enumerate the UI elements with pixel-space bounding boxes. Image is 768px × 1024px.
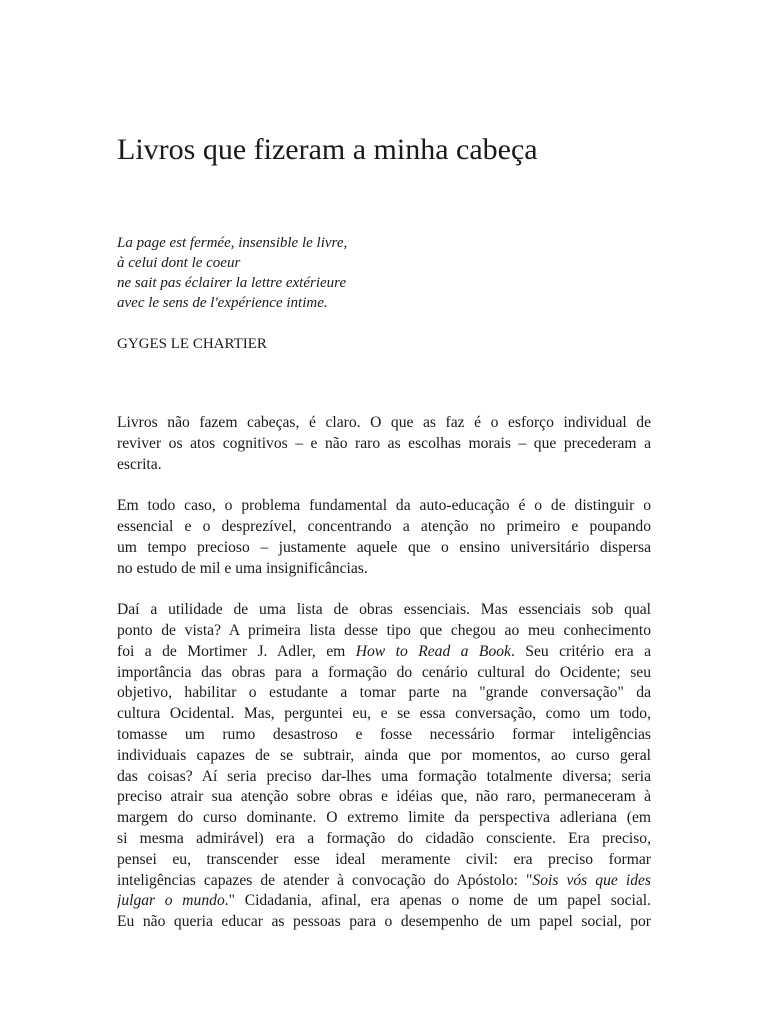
text-line: objetivo, habilitar o estudante a tomar parte na "grande conversação" da	[117, 684, 651, 702]
text-line: pensei eu, transcender esse ideal meramente civil: era preciso formar	[117, 850, 651, 868]
text-line: cultura Ocidental. Mas, perguntei eu, e se essa conversação, como um todo,	[117, 705, 651, 723]
book-title: How to Read a Book	[355, 642, 511, 660]
text-line: si mesma admirável) era a formação do cidadão consciente. Era preciso,	[117, 829, 651, 847]
text-line: importância das obras para a formação do cenário cultural do Ocidente; seu	[117, 663, 651, 681]
quote-italic: julgar o mundo	[117, 892, 225, 910]
text-line: Em todo caso, o problema fundamental da auto-educação é o de distinguir o	[117, 497, 651, 515]
text-segment: foi a de Mortimer J. Adler, em	[117, 642, 356, 660]
text-line: Eu não queria educar as pessoas para o desempenho de um papel social, por	[117, 913, 651, 931]
text-line: das coisas? Aí seria preciso dar-lhes uma formação totalmente diversa; seria	[117, 767, 651, 785]
text-segment: . Seu critério era a	[510, 642, 651, 660]
text-line: Daí a utilidade de uma lista de obras essenciais. Mas essenciais sob qual	[117, 601, 651, 619]
text-line: preciso atrair sua atenção sobre obras e idéias que, não raro, permaneceram à	[117, 788, 651, 806]
text-line: escrita.	[117, 455, 162, 473]
paragraph	[117, 496, 651, 579]
quote-italic: Sois vós que ides	[532, 871, 651, 889]
text-line	[117, 891, 651, 912]
text-line	[117, 871, 651, 892]
text-line: individuais capazes de se subtrair, ainda que por momentos, ao curso geral	[117, 746, 651, 764]
paragraph	[117, 600, 651, 933]
text-line: tomasse um rumo desastroso e fosse necessário formar inteligências	[117, 725, 651, 743]
text-line: reviver os atos cognitivos – e não raro as escolhas morais – que precederam a	[117, 434, 651, 452]
text-segment: inteligências capazes de atender à convocação do Apóstolo: "	[117, 871, 533, 889]
text-line: no estudo de mil e uma insignificâncias.	[117, 559, 368, 577]
epigraph-line: ne sait pas éclairer la lettre extérieure	[117, 275, 347, 291]
text-line: essencial e o desprezível, concentrando a atenção no primeiro e poupando	[117, 517, 651, 535]
epigraph-line: La page est fermée, insensible le livre,	[117, 235, 348, 251]
text-line: ponto de vista? A primeira lista desse tipo que chegou ao meu conhecimento	[117, 621, 651, 639]
epigraph-line: avec le sens de l'expérience intime.	[117, 295, 328, 311]
epigraph-author: GYGES LE CHARTIER	[117, 336, 267, 352]
paragraph	[117, 413, 651, 475]
document-title: Livros que fizeram a minha cabeça	[117, 133, 538, 166]
text-line	[117, 642, 651, 663]
text-segment: ." Cidadania, afinal, era apenas o nome de um papel social.	[224, 892, 651, 910]
epigraph	[117, 233, 347, 313]
epigraph-line: à celui dont le coeur	[117, 255, 241, 271]
text-line: Livros não fazem cabeças, é claro. O que as faz é o esforço individual de	[117, 414, 651, 431]
body-text	[117, 413, 651, 954]
text-line: margem do curso dominante. O extremo limite da perspectiva adleriana (em	[117, 809, 651, 827]
text-line: um tempo precioso – justamente aquele que o ensino universitário dispersa	[117, 538, 651, 556]
